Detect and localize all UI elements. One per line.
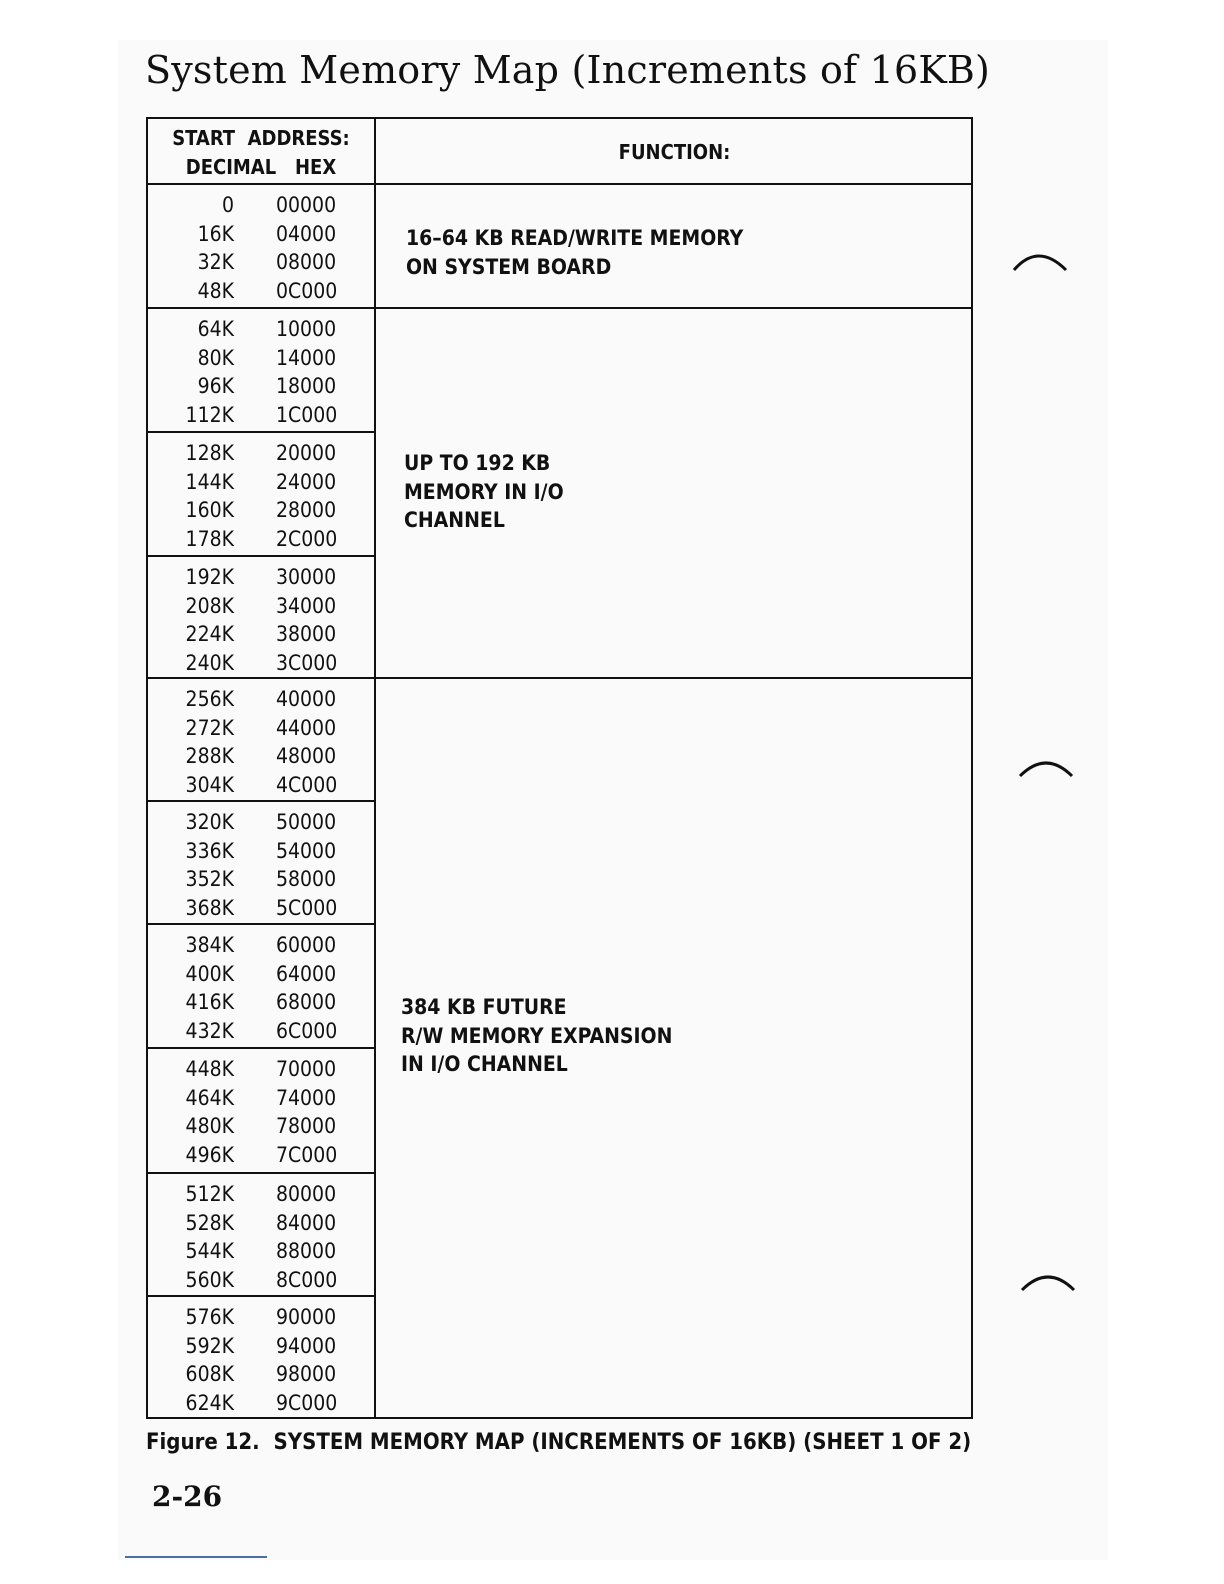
table-row [148, 960, 374, 989]
hex-address: 28000 [276, 498, 337, 522]
decimal-address: 112K [185, 402, 234, 427]
hex-address: 84000 [276, 1210, 337, 1235]
function-line: IN I/O CHANNEL [401, 1052, 568, 1076]
address-group [148, 685, 374, 799]
hex-address: 48000 [276, 744, 337, 768]
function-line: MEMORY IN I/O [404, 479, 564, 504]
decimal-address: 32K [197, 250, 234, 274]
decimal-address: 224K [185, 622, 234, 646]
table-row [148, 771, 374, 800]
decimal-address: 144K [185, 469, 234, 494]
hex-address: 2C000 [276, 526, 338, 551]
decimal-address: 400K [185, 961, 234, 986]
hex-address: 1C000 [276, 402, 338, 427]
function-line: 384 KB FUTURE [401, 995, 567, 1019]
table-row [148, 988, 374, 1017]
table-row [148, 742, 374, 771]
function-divider [146, 307, 973, 309]
decimal-address: 80K [197, 345, 234, 370]
table-row [148, 1389, 374, 1418]
hex-address: 18000 [276, 374, 337, 398]
address-group [148, 931, 374, 1045]
function-line: R/W MEMORY EXPANSION [401, 1023, 673, 1048]
hex-address: 10000 [276, 317, 337, 341]
table-row [148, 1266, 374, 1295]
table-row [148, 344, 374, 373]
binder-hole-mark [1010, 244, 1070, 278]
decimal-address: 560K [185, 1267, 234, 1292]
function-line: UP TO 192 KB [404, 451, 551, 475]
hex-address: 14000 [276, 345, 337, 370]
table-row [148, 1209, 374, 1238]
hex-address: 9C000 [276, 1390, 338, 1415]
table-row [148, 808, 374, 837]
decimal-address: 256K [185, 687, 234, 711]
hex-address: 50000 [276, 810, 337, 834]
hex-address: 64000 [276, 961, 337, 986]
hex-address: 34000 [276, 593, 337, 618]
address-group [148, 191, 374, 305]
decimal-address: 16K [197, 221, 234, 246]
address-group [148, 808, 374, 922]
decimal-address: 464K [185, 1085, 234, 1110]
table-border-bottom [146, 1417, 973, 1419]
hex-address: 08000 [276, 250, 337, 274]
address-group [148, 439, 374, 553]
decimal-address: 416K [185, 990, 234, 1014]
decimal-address: 320K [185, 810, 234, 834]
page-number: 2-26 [152, 1480, 223, 1513]
hex-address: 24000 [276, 469, 337, 494]
function-divider [146, 677, 973, 679]
decimal-address: 240K [185, 650, 234, 675]
decimal-address: 480K [185, 1114, 234, 1138]
table-row [148, 563, 374, 592]
table-row [148, 277, 374, 306]
start-address-label: START ADDRESS: [172, 126, 350, 150]
table-row [148, 1180, 374, 1209]
hex-address: 90000 [276, 1305, 337, 1329]
table-row [148, 620, 374, 649]
group-divider [146, 923, 376, 925]
decimal-address: 624K [185, 1390, 234, 1415]
group-divider [146, 1047, 376, 1049]
table-row [148, 1237, 374, 1266]
table-row [148, 191, 374, 220]
decimal-address: 272K [185, 715, 234, 740]
binder-hole-mark [1016, 752, 1076, 786]
decimal-address: 448K [185, 1057, 234, 1081]
hex-address: 68000 [276, 990, 337, 1014]
hex-address: 94000 [276, 1333, 337, 1358]
function-system-board-memory [406, 224, 743, 281]
table-row [148, 1332, 374, 1361]
table-row [148, 649, 374, 678]
header-divider [146, 183, 973, 185]
address-group [148, 1303, 374, 1417]
table-row [148, 468, 374, 497]
decimal-address: 592K [185, 1333, 234, 1358]
decimal-address: 432K [185, 1018, 234, 1043]
hex-address: 8C000 [276, 1267, 338, 1292]
table-border-top [146, 117, 973, 119]
hex-address: 98000 [276, 1362, 337, 1386]
decimal-address: 496K [185, 1142, 234, 1167]
address-group [148, 1180, 374, 1294]
decimal-address: 192K [185, 565, 234, 589]
table-row [148, 1141, 374, 1170]
table-row [148, 1055, 374, 1084]
table-row [148, 372, 374, 401]
group-divider [146, 555, 376, 557]
function-line: CHANNEL [404, 508, 505, 532]
table-row [148, 685, 374, 714]
hex-address: 58000 [276, 867, 337, 891]
decimal-address: 512K [185, 1182, 234, 1206]
table-row [148, 931, 374, 960]
hex-address: 54000 [276, 838, 337, 863]
hex-address: 44000 [276, 715, 337, 740]
decimal-address: 0 [221, 193, 234, 217]
hex-address: 78000 [276, 1114, 337, 1138]
table-row [148, 865, 374, 894]
function-future-expansion [401, 993, 672, 1079]
group-divider [146, 1172, 376, 1174]
decimal-address: 368K [185, 895, 234, 920]
table-border-right [971, 117, 973, 1419]
table-row [148, 592, 374, 621]
table-row [148, 1017, 374, 1046]
function-header: FUNCTION: [618, 140, 731, 164]
function-line: ON SYSTEM BOARD [406, 254, 612, 279]
hex-address: 00000 [276, 193, 337, 217]
table-row [148, 714, 374, 743]
decimal-address: 128K [185, 441, 234, 465]
hex-address: 20000 [276, 441, 337, 465]
hex-address: 80000 [276, 1182, 337, 1206]
table-row [148, 401, 374, 430]
table-row [148, 1360, 374, 1389]
hex-address: 74000 [276, 1085, 337, 1110]
hex-address: 88000 [276, 1239, 337, 1263]
decimal-address: 288K [185, 744, 234, 768]
hex-address: 5C000 [276, 895, 338, 920]
start-address-header [148, 124, 374, 182]
page-title: System Memory Map (Increments of 16KB) [145, 48, 991, 92]
address-group [148, 315, 374, 429]
table-row [148, 894, 374, 923]
decimal-address: 384K [185, 933, 234, 957]
decimal-address: 608K [185, 1362, 234, 1386]
hex-address: 38000 [276, 622, 337, 646]
hex-address: 40000 [276, 687, 337, 711]
decimal-address: 178K [185, 526, 234, 551]
table-row [148, 1303, 374, 1332]
decimal-address: 528K [185, 1210, 234, 1235]
table-row [148, 439, 374, 468]
decimal-address: 336K [185, 838, 234, 863]
decimal-address: 576K [185, 1305, 234, 1329]
function-io-channel-memory [404, 449, 564, 535]
table-row [148, 315, 374, 344]
table-row [148, 496, 374, 525]
figure-caption: Figure 12. SYSTEM MEMORY MAP (INCREMENTS OF 16KB) (SHEET 1 OF 2) [146, 1430, 972, 1455]
decimal-address: 544K [185, 1239, 234, 1263]
decimal-address: 48K [197, 278, 234, 303]
hex-address: 4C000 [276, 772, 338, 797]
hex-address: 60000 [276, 933, 337, 957]
table-row [148, 220, 374, 249]
decimal-address: 64K [197, 317, 234, 341]
decimal-hex-label: DECIMAL HEX [185, 155, 337, 179]
group-divider [146, 1295, 376, 1297]
group-divider [146, 800, 376, 802]
hex-address: 6C000 [276, 1018, 338, 1043]
decimal-address: 160K [185, 498, 234, 522]
table-row [148, 525, 374, 554]
address-group [148, 563, 374, 677]
table-row [148, 837, 374, 866]
column-divider [374, 117, 376, 1419]
hex-address: 30000 [276, 565, 337, 589]
decimal-address: 352K [185, 867, 234, 891]
function-line: 16–64 KB READ/WRITE MEMORY [406, 226, 744, 250]
hex-address: 04000 [276, 221, 337, 246]
decimal-address: 304K [185, 772, 234, 797]
hex-address: 7C000 [276, 1142, 338, 1167]
table-row [148, 1084, 374, 1113]
hex-address: 3C000 [276, 650, 338, 675]
address-group [148, 1055, 374, 1169]
hex-address: 70000 [276, 1057, 337, 1081]
scan-edge-line [125, 1556, 267, 1558]
hex-address: 0C000 [276, 278, 338, 303]
decimal-address: 208K [185, 593, 234, 618]
decimal-address: 96K [197, 374, 234, 398]
table-row [148, 248, 374, 277]
group-divider [146, 431, 376, 433]
binder-hole-mark [1018, 1266, 1078, 1300]
table-row [148, 1112, 374, 1141]
